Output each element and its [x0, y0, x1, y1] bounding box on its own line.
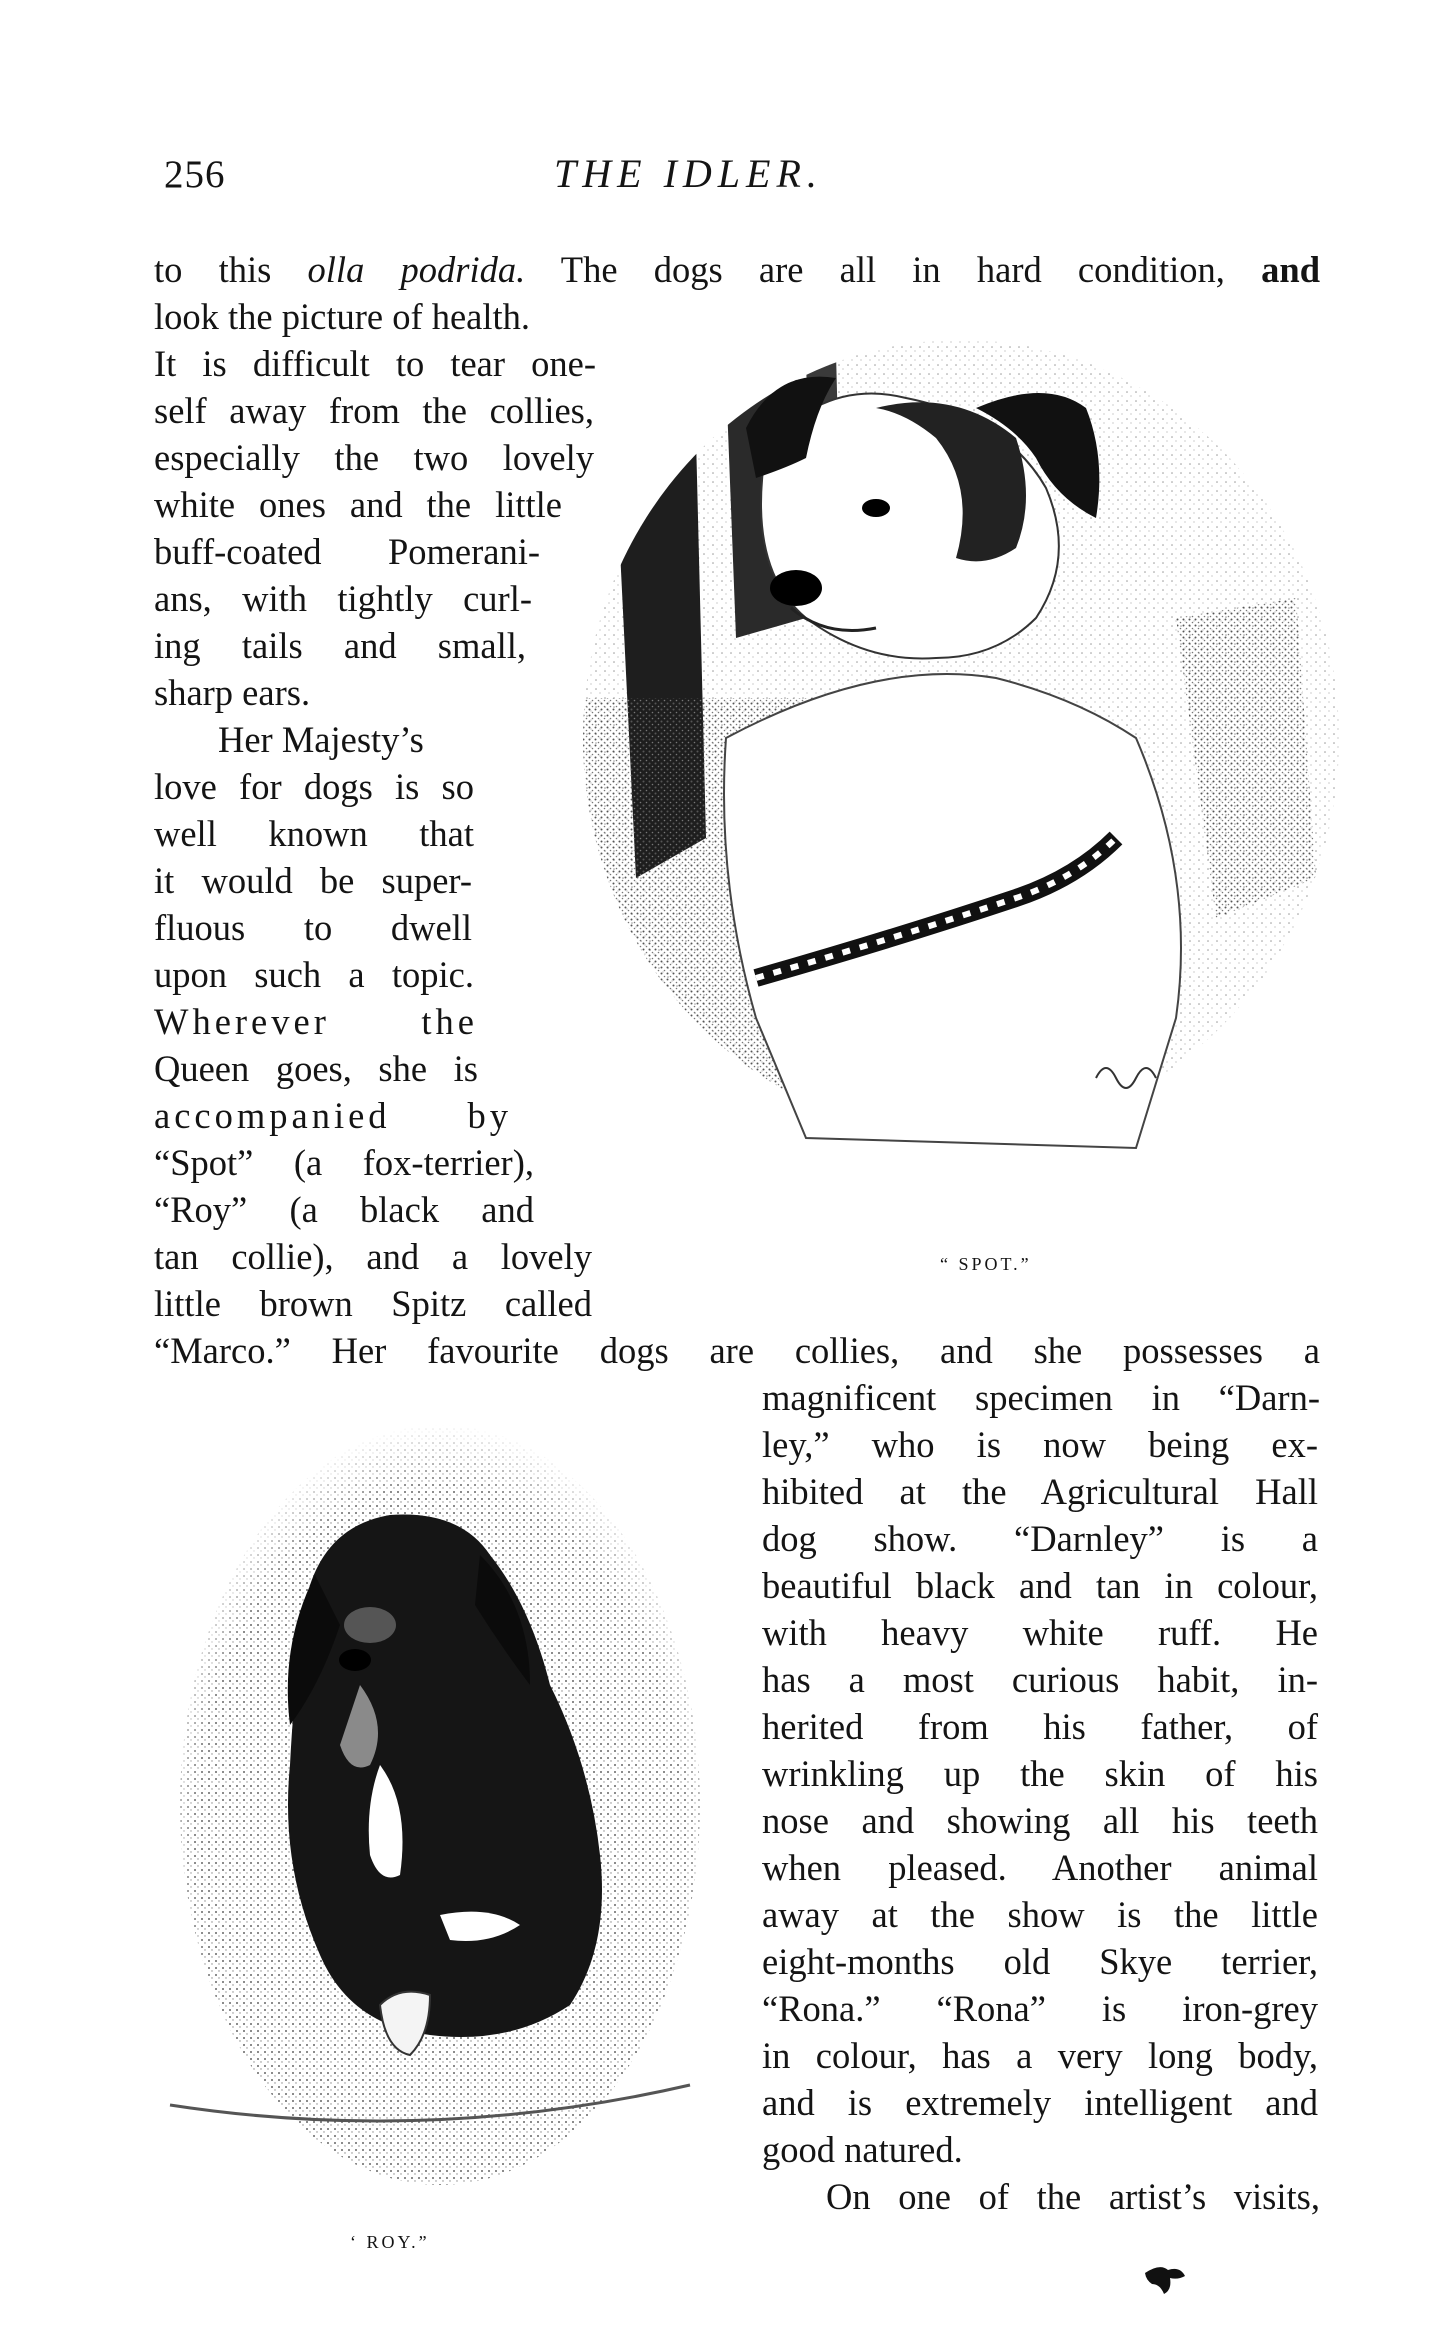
text-line: especially the two lovely [154, 437, 594, 478]
text-line: “Spot” (a fox-terrier), [154, 1142, 534, 1183]
text-line: nose and showing all his teeth [762, 1800, 1318, 1841]
text-line: Her Majesty’s [218, 719, 424, 760]
text-line: “Rona.” “Rona” is iron-grey [762, 1988, 1318, 2029]
running-title: THE IDLER. [554, 151, 823, 196]
roy-illustration [130, 1385, 750, 2215]
text-line: “Marco.” Her favourite dogs are collies, and she possesses a [154, 1330, 1320, 1371]
text-line: sharp ears. [154, 672, 311, 713]
roy-caption: ‘ ROY.” [350, 2232, 430, 2252]
text-line: dog show. “Darnley” is a [762, 1518, 1318, 1559]
text-line: upon such a topic. [154, 954, 474, 995]
text-line: away at the show is the little [762, 1894, 1318, 1935]
text-line: buff-coated Pomerani- [154, 531, 540, 572]
printers-ornament-icon [1140, 2258, 1190, 2298]
spot-caption: “ SPOT.” [940, 1254, 1032, 1274]
text-line: wrinkling up the skin of his [762, 1753, 1318, 1794]
collie-portrait-icon [130, 1385, 750, 2215]
text-line: has a most curious habit, in- [762, 1659, 1318, 1700]
text-line: “Roy” (a black and [154, 1189, 534, 1230]
text-line: fluous to dwell [154, 907, 472, 948]
text-line: ley,” who is now being ex- [762, 1424, 1318, 1465]
text-line: On one of the artist’s visits, [826, 2176, 1320, 2217]
text-line: self away from the collies, [154, 390, 594, 431]
text-line: eight-months old Skye terrier, [762, 1941, 1318, 1982]
text-line: hibited at the Agricultural Hall [762, 1471, 1318, 1512]
page-number: 256 [164, 153, 226, 196]
text-line: magnificent specimen in “Darn- [762, 1377, 1320, 1418]
text-line: herited from his father, of [762, 1706, 1318, 1747]
text-line: and is extremely intelligent and [762, 2082, 1318, 2123]
text-line: look the picture of health. [154, 296, 531, 337]
text-line: ans, with tightly curl- [154, 578, 532, 619]
text-line: well known that [154, 813, 474, 854]
text-line: It is difficult to tear one- [154, 343, 596, 384]
text-line: Wherever the [154, 1001, 478, 1042]
spot-illustration [576, 318, 1346, 1218]
text-line: when pleased. Another animal [762, 1847, 1318, 1888]
text-line: it would be super- [154, 860, 472, 901]
text-line: in colour, has a very long body, [762, 2035, 1318, 2076]
text-line: tan collie), and a lovely [154, 1236, 592, 1277]
text-line: with heavy white ruff. He [762, 1612, 1318, 1653]
text-line: little brown Spitz called [154, 1283, 592, 1324]
text-line: white ones and the little [154, 484, 562, 525]
text-line: ing tails and small, [154, 625, 526, 666]
text-line: to this olla podrida. The dogs are all in hard condition, and [154, 249, 1320, 290]
text-line: beautiful black and tan in colour, [762, 1565, 1318, 1606]
text-line: good natured. [762, 2129, 963, 2170]
text-line: Queen goes, she is [154, 1048, 478, 1089]
text-line: accompanied by [154, 1095, 512, 1136]
fox-terrier-portrait-icon [576, 318, 1346, 1218]
text-line: love for dogs is so [154, 766, 474, 807]
